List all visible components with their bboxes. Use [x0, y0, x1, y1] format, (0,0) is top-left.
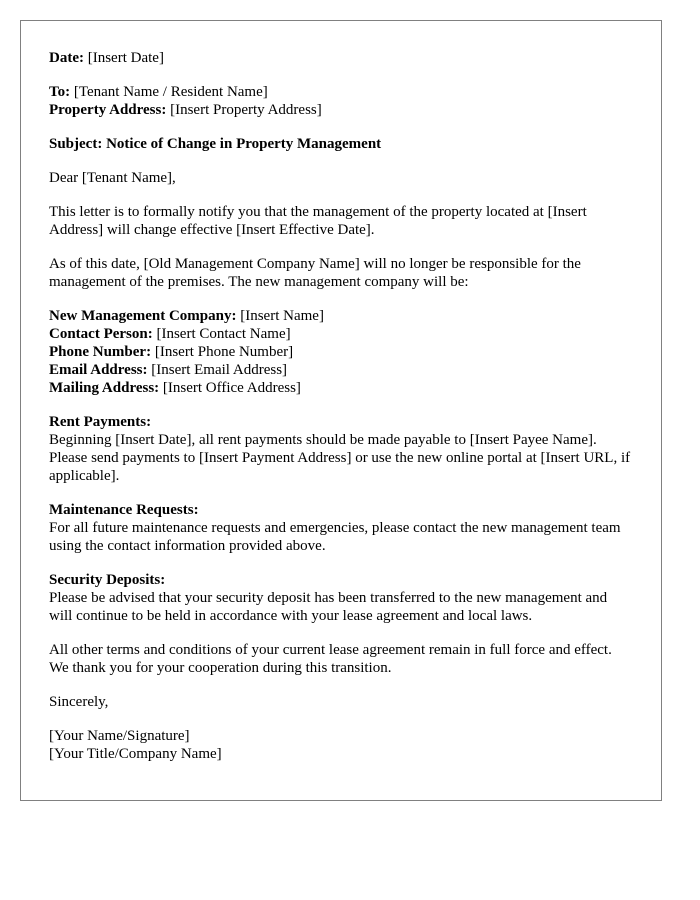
intro-paragraph: This letter is to formally notify you that the management of the property located at [Insert Address] will change effective [Insert Effective Date]. — [49, 204, 587, 238]
subject-line: Subject: Notice of Change in Property Management — [49, 136, 382, 152]
transition-paragraph: As of this date, [Old Management Company Name] will no longer be responsible for the management of the premises. The new management company will be: — [49, 256, 581, 290]
rent-payments-section: Rent Payments: Beginning [Insert Date], all rent payments should be made payable to [Insert Payee Name]. Please send payments to [Insert Payment Address] or use the new online portal at [Insert URL, if applicable]. — [49, 414, 631, 484]
signature-block: [Your Name/Signature] [Your Title/Company Name] — [49, 728, 222, 762]
contact-block: New Management Company: [Insert Name] Contact Person: [Insert Contact Name] Phone Number: [Insert Phone Number] Email Address: [Insert Email Address] Mailing Address: [Insert Office Address] — [49, 308, 324, 396]
signoff: Sincerely, — [49, 694, 109, 710]
recipient-block: To: [Tenant Name / Resident Name] Property Address: [Insert Property Address] — [49, 84, 322, 118]
maintenance-section: Maintenance Requests: For all future maintenance requests and emergencies, please contact the new management team using the contact information provided above. — [49, 502, 621, 554]
letter — [20, 20, 662, 801]
salutation: Dear [Tenant Name], — [49, 170, 176, 186]
security-deposits-section: Security Deposits: Please be advised that your security deposit has been transferred to the new management and will continue to be held in accordance with your lease agreement and local laws. — [49, 572, 608, 624]
date-line: Date: [Insert Date] — [49, 50, 164, 66]
closing-paragraph: All other terms and conditions of your current lease agreement remain in full force and effect. We thank you for your cooperation during this transition. — [49, 642, 612, 676]
